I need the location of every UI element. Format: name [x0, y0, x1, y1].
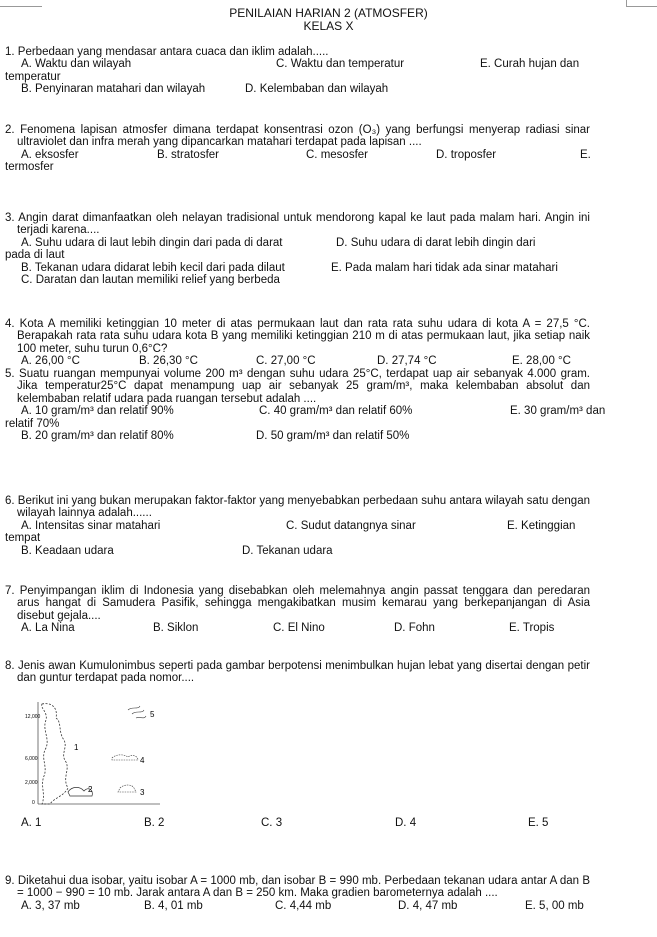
question-stem: 5. Suatu ruangan mempunyai volume 200 m³ dengan suhu udara 25°C, terdapat uap air sebanyak 4.000 gram. Jika temperatur25°C dapat menampung uap air sebanyak 25 gram/m³, maka kelembaban absolut dan kelembaban relatif udara pada ruangan tersebut adalah .... [5, 368, 590, 405]
option-b[interactable]: B. 2 [144, 817, 165, 829]
option-e[interactable]: E. Ketinggian [507, 519, 576, 532]
option-c[interactable]: C. Daratan dan lautan memiliki relief yang berbeda [21, 273, 280, 286]
option-c[interactable]: C. Waktu dan temperatur [276, 58, 405, 71]
class-label: KELAS X [303, 19, 354, 33]
option-e[interactable]: E. 5, 00 mb [525, 899, 584, 912]
option-d[interactable]: D. Suhu udara di darat lebih dingin dari [336, 236, 536, 249]
option-b[interactable]: B. Penyinaran matahari dan wilayah [21, 83, 206, 96]
figure-number-label: 2 [88, 785, 93, 794]
option-d[interactable]: D. 4, 47 mb [398, 899, 458, 912]
option-e[interactable]: E. Tropis [509, 622, 555, 635]
page-header [0, 7, 657, 33]
option-e-continued: relatif 70% [5, 417, 60, 430]
option-e-continued: tempat [5, 532, 41, 545]
page-corner-line-right [626, 0, 657, 7]
option-e[interactable]: E. [580, 148, 591, 161]
figure-altitude-label: 6,000 [25, 756, 38, 762]
question-1 [5, 46, 590, 96]
option-e[interactable]: E. 30 gram/m³ dan [510, 405, 606, 418]
option-b[interactable]: B. 20 gram/m³ dan relatif 80% [21, 430, 174, 442]
option-e-continued: termosfer [5, 161, 54, 174]
question-2 [5, 124, 590, 174]
option-a[interactable]: A. Waktu dan wilayah [21, 58, 132, 71]
option-d[interactable]: D. Tekanan udara [242, 544, 333, 557]
question-6 [5, 495, 590, 557]
option-a[interactable]: A. 10 gram/m³ dan relatif 90% [21, 405, 174, 418]
cloud-types-figure [24, 696, 162, 808]
option-d[interactable]: D. 50 gram/m³ dan relatif 50% [256, 430, 410, 442]
question-8-options [5, 817, 590, 829]
option-a[interactable]: A. Intensitas sinar matahari [21, 519, 161, 532]
question-7 [5, 585, 590, 635]
question-stem: 9. Diketahui dua isobar, yaitu isobar A = 1000 mb, dan isobar B = 990 mb. Perbedaan tekanan udara antar A dan B = 1000 − 990 = 10 mb. Jarak antara A dan B = 250 km. Maka gradien barometernya adalah .... [5, 875, 590, 900]
option-d-continued: pada di laut [5, 249, 65, 262]
question-stem: 6. Berikut ini yang bukan merupakan faktor-faktor yang menyebabkan perbedaan suhu antara wilayah satu dengan wilayah lainnya adalah...... [5, 495, 590, 520]
page-corner-line-left [0, 0, 42, 7]
option-b[interactable]: B. 4, 01 mb [144, 899, 203, 912]
question-stem: 7. Penyimpangan iklim di Indonesia yang disebabkan oleh melemahnya angin passat tenggara dan peredaran arus hangat di Samudera Pasifik, sehingga mengakibatkan musim kemarau yang berkepanjangan di Asia disebut gejala.... [5, 585, 590, 622]
option-b[interactable]: B. Tekanan udara didarat lebih kecil dari pada dilaut [21, 261, 285, 274]
figure-number-label: 1 [74, 743, 79, 752]
question-4 [5, 318, 590, 368]
figure-altitude-label: 12,000 [25, 714, 41, 720]
question-stem: 2. Fenomena lapisan atmosfer dimana terdapat konsentrasi ozon (O₃) yang berfungsi menyerap radiasi sinar ultraviolet dan infra merah yang dipancarkan matahari terdapat pada lapisan .... [5, 124, 590, 149]
option-e[interactable]: E. 5 [528, 817, 549, 829]
figure-altitude-label: 2,000 [25, 780, 38, 786]
question-5 [5, 368, 606, 442]
page-title: PENILAIAN HARIAN 2 (ATMOSFER) [229, 6, 428, 20]
option-d[interactable]: D. Kelembaban dan wilayah [245, 83, 389, 96]
question-3 [5, 212, 590, 286]
question-8 [5, 660, 590, 685]
option-a[interactable]: A. 3, 37 mb [21, 899, 80, 912]
option-b[interactable]: B. 26,30 °C [139, 355, 198, 368]
option-e-continued: temperatur [5, 70, 61, 83]
figure-altitude-label: 0 [32, 800, 35, 806]
question-stem: 3. Angin darat dimanfaatkan oleh nelayan tradisional untuk mendorong kapal ke laut pada malam hari. Angin ini terjadi karena.... [5, 212, 590, 237]
question-stem: 1. Perbedaan yang mendasar antara cuaca dan iklim adalah..... [5, 46, 329, 58]
figure-number-label: 5 [150, 710, 155, 719]
option-a[interactable]: A. 1 [21, 817, 42, 829]
option-e[interactable]: E. 28,00 °C [512, 355, 571, 368]
question-stem: 4. Kota A memiliki ketinggian 10 meter di atas permukaan laut dan rata rata suhu udara di kota A = 27,5 °C. Berapakah rata rata suhu udara kota B yang memiliki ketinggian 210 m di atas permukaan laut, jika setiap naik 100 meter, suhu turun 0,6°C? [5, 318, 590, 355]
option-c[interactable]: C. mesosfer [306, 148, 368, 161]
option-c[interactable]: C. Sudut datangnya sinar [286, 519, 416, 532]
option-d[interactable]: D. 27,74 °C [377, 355, 437, 368]
option-a[interactable]: A. La Nina [21, 622, 75, 635]
option-c[interactable]: C. 3 [261, 817, 283, 829]
option-d[interactable]: D. Fohn [394, 622, 435, 635]
figure-number-label: 4 [140, 756, 145, 765]
option-b[interactable]: B. Siklon [153, 622, 199, 635]
figure-number-label: 3 [140, 788, 145, 797]
option-b[interactable]: B. Keadaan udara [21, 544, 114, 557]
option-a[interactable]: A. eksosfer [21, 148, 79, 161]
option-c[interactable]: C. 4,44 mb [275, 899, 332, 912]
option-b[interactable]: B. stratosfer [157, 148, 219, 161]
option-c[interactable]: C. 27,00 °C [256, 355, 316, 368]
option-a[interactable]: A. 26,00 °C [21, 355, 80, 368]
option-e[interactable]: E. Curah hujan dan [480, 58, 580, 71]
question-stem: 8. Jenis awan Kumulonimbus seperti pada gambar berpotensi menimbulkan hujan lebat yang disertai dengan petir dan guntur terdapat pada nomor.... [5, 660, 590, 685]
option-a[interactable]: A. Suhu udara di laut lebih dingin dari pada di darat [21, 236, 283, 249]
option-d[interactable]: D. troposfer [436, 148, 497, 161]
option-d[interactable]: D. 4 [395, 817, 417, 829]
option-c[interactable]: C. 40 gram/m³ dan relatif 60% [259, 405, 413, 418]
option-c[interactable]: C. El Nino [273, 622, 325, 635]
option-e[interactable]: E. Pada malam hari tidak ada sinar matahari [331, 261, 558, 274]
question-9 [5, 875, 590, 912]
